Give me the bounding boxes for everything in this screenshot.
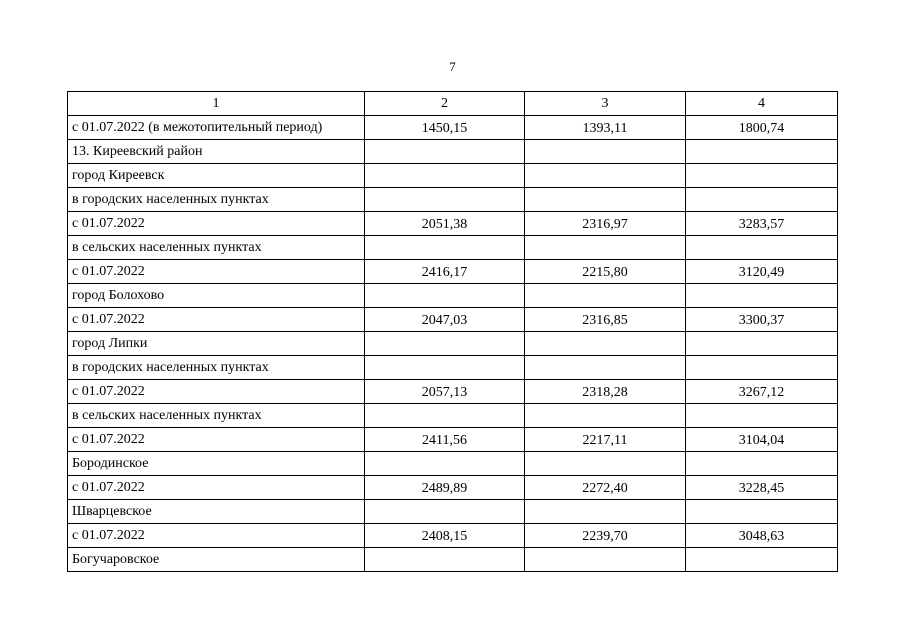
row-value-cell-2: 2416,17	[365, 260, 525, 284]
row-value-cell-3	[525, 188, 686, 212]
row-label-cell: 13. Киреевский район	[68, 140, 365, 164]
row-value-cell-3	[525, 332, 686, 356]
table-header-row	[68, 92, 838, 116]
table-row	[68, 140, 838, 164]
row-value-cell-4	[686, 452, 838, 476]
row-label-cell: Бородинское	[68, 452, 365, 476]
row-value-cell-3: 2272,40	[525, 476, 686, 500]
row-value-cell-4: 3120,49	[686, 260, 838, 284]
row-value-cell-4: 3228,45	[686, 476, 838, 500]
row-value-cell-3: 2316,97	[525, 212, 686, 236]
row-value-cell-2	[365, 140, 525, 164]
table-row	[68, 428, 838, 452]
row-value-cell-2	[365, 356, 525, 380]
row-label-cell: Шварцевское	[68, 500, 365, 524]
row-label-cell: с 01.07.2022	[68, 428, 365, 452]
row-label-cell: в городских населенных пунктах	[68, 356, 365, 380]
row-value-cell-3	[525, 164, 686, 188]
row-value-cell-3	[525, 284, 686, 308]
row-value-cell-3	[525, 236, 686, 260]
row-value-cell-2: 2047,03	[365, 308, 525, 332]
table-row	[68, 188, 838, 212]
row-value-cell-2	[365, 404, 525, 428]
row-value-cell-2: 2051,38	[365, 212, 525, 236]
row-value-cell-4: 3104,04	[686, 428, 838, 452]
row-value-cell-4	[686, 404, 838, 428]
row-label-cell: с 01.07.2022	[68, 308, 365, 332]
row-value-cell-4: 1800,74	[686, 116, 838, 140]
row-label-cell: с 01.07.2022	[68, 212, 365, 236]
row-value-cell-3	[525, 548, 686, 572]
table-row	[68, 500, 838, 524]
row-value-cell-4	[686, 356, 838, 380]
row-value-cell-4	[686, 236, 838, 260]
row-value-cell-2	[365, 452, 525, 476]
row-value-cell-2	[365, 332, 525, 356]
row-value-cell-2	[365, 188, 525, 212]
row-label-cell: с 01.07.2022	[68, 524, 365, 548]
row-value-cell-4: 3300,37	[686, 308, 838, 332]
table-row	[68, 116, 838, 140]
row-value-cell-4: 3267,12	[686, 380, 838, 404]
row-label-cell: в сельских населенных пунктах	[68, 404, 365, 428]
row-label-cell: с 01.07.2022 (в межотопительный период)	[68, 116, 365, 140]
header-cell-2: 2	[365, 92, 525, 116]
row-value-cell-3	[525, 452, 686, 476]
row-value-cell-2: 2489,89	[365, 476, 525, 500]
row-label-cell: с 01.07.2022	[68, 380, 365, 404]
row-value-cell-4	[686, 140, 838, 164]
header-cell-1: 1	[68, 92, 365, 116]
row-value-cell-3	[525, 356, 686, 380]
row-value-cell-2: 2408,15	[365, 524, 525, 548]
row-value-cell-3: 2316,85	[525, 308, 686, 332]
table-row	[68, 452, 838, 476]
table-row	[68, 356, 838, 380]
row-value-cell-4: 3283,57	[686, 212, 838, 236]
row-value-cell-2	[365, 164, 525, 188]
table-body	[68, 92, 838, 572]
header-cell-3: 3	[525, 92, 686, 116]
row-value-cell-4	[686, 500, 838, 524]
table-row	[68, 212, 838, 236]
table-row	[68, 308, 838, 332]
row-value-cell-2	[365, 548, 525, 572]
table-row	[68, 380, 838, 404]
table-row	[68, 260, 838, 284]
table-row	[68, 548, 838, 572]
row-label-cell: город Киреевск	[68, 164, 365, 188]
row-label-cell: Богучаровское	[68, 548, 365, 572]
table-row	[68, 236, 838, 260]
row-label-cell: с 01.07.2022	[68, 260, 365, 284]
table-row	[68, 404, 838, 428]
row-value-cell-2: 1450,15	[365, 116, 525, 140]
row-value-cell-2: 2057,13	[365, 380, 525, 404]
row-label-cell: в городских населенных пунктах	[68, 188, 365, 212]
row-value-cell-3: 2318,28	[525, 380, 686, 404]
tariff-table	[67, 91, 838, 572]
row-value-cell-3: 1393,11	[525, 116, 686, 140]
table-row	[68, 476, 838, 500]
row-value-cell-4	[686, 188, 838, 212]
row-label-cell: в сельских населенных пунктах	[68, 236, 365, 260]
row-label-cell: с 01.07.2022	[68, 476, 365, 500]
row-value-cell-3: 2217,11	[525, 428, 686, 452]
row-value-cell-3: 2239,70	[525, 524, 686, 548]
page-number: 7	[449, 59, 456, 74]
row-label-cell: город Липки	[68, 332, 365, 356]
header-cell-4: 4	[686, 92, 838, 116]
row-value-cell-4	[686, 548, 838, 572]
row-value-cell-4	[686, 284, 838, 308]
row-value-cell-3	[525, 500, 686, 524]
row-value-cell-2: 2411,56	[365, 428, 525, 452]
row-value-cell-2	[365, 236, 525, 260]
row-value-cell-3	[525, 140, 686, 164]
row-label-cell: город Болохово	[68, 284, 365, 308]
row-value-cell-4	[686, 164, 838, 188]
table-row	[68, 284, 838, 308]
row-value-cell-3: 2215,80	[525, 260, 686, 284]
table-row	[68, 332, 838, 356]
row-value-cell-2	[365, 500, 525, 524]
table-row	[68, 524, 838, 548]
row-value-cell-3	[525, 404, 686, 428]
row-value-cell-4: 3048,63	[686, 524, 838, 548]
table-row	[68, 164, 838, 188]
row-value-cell-2	[365, 284, 525, 308]
row-value-cell-4	[686, 332, 838, 356]
